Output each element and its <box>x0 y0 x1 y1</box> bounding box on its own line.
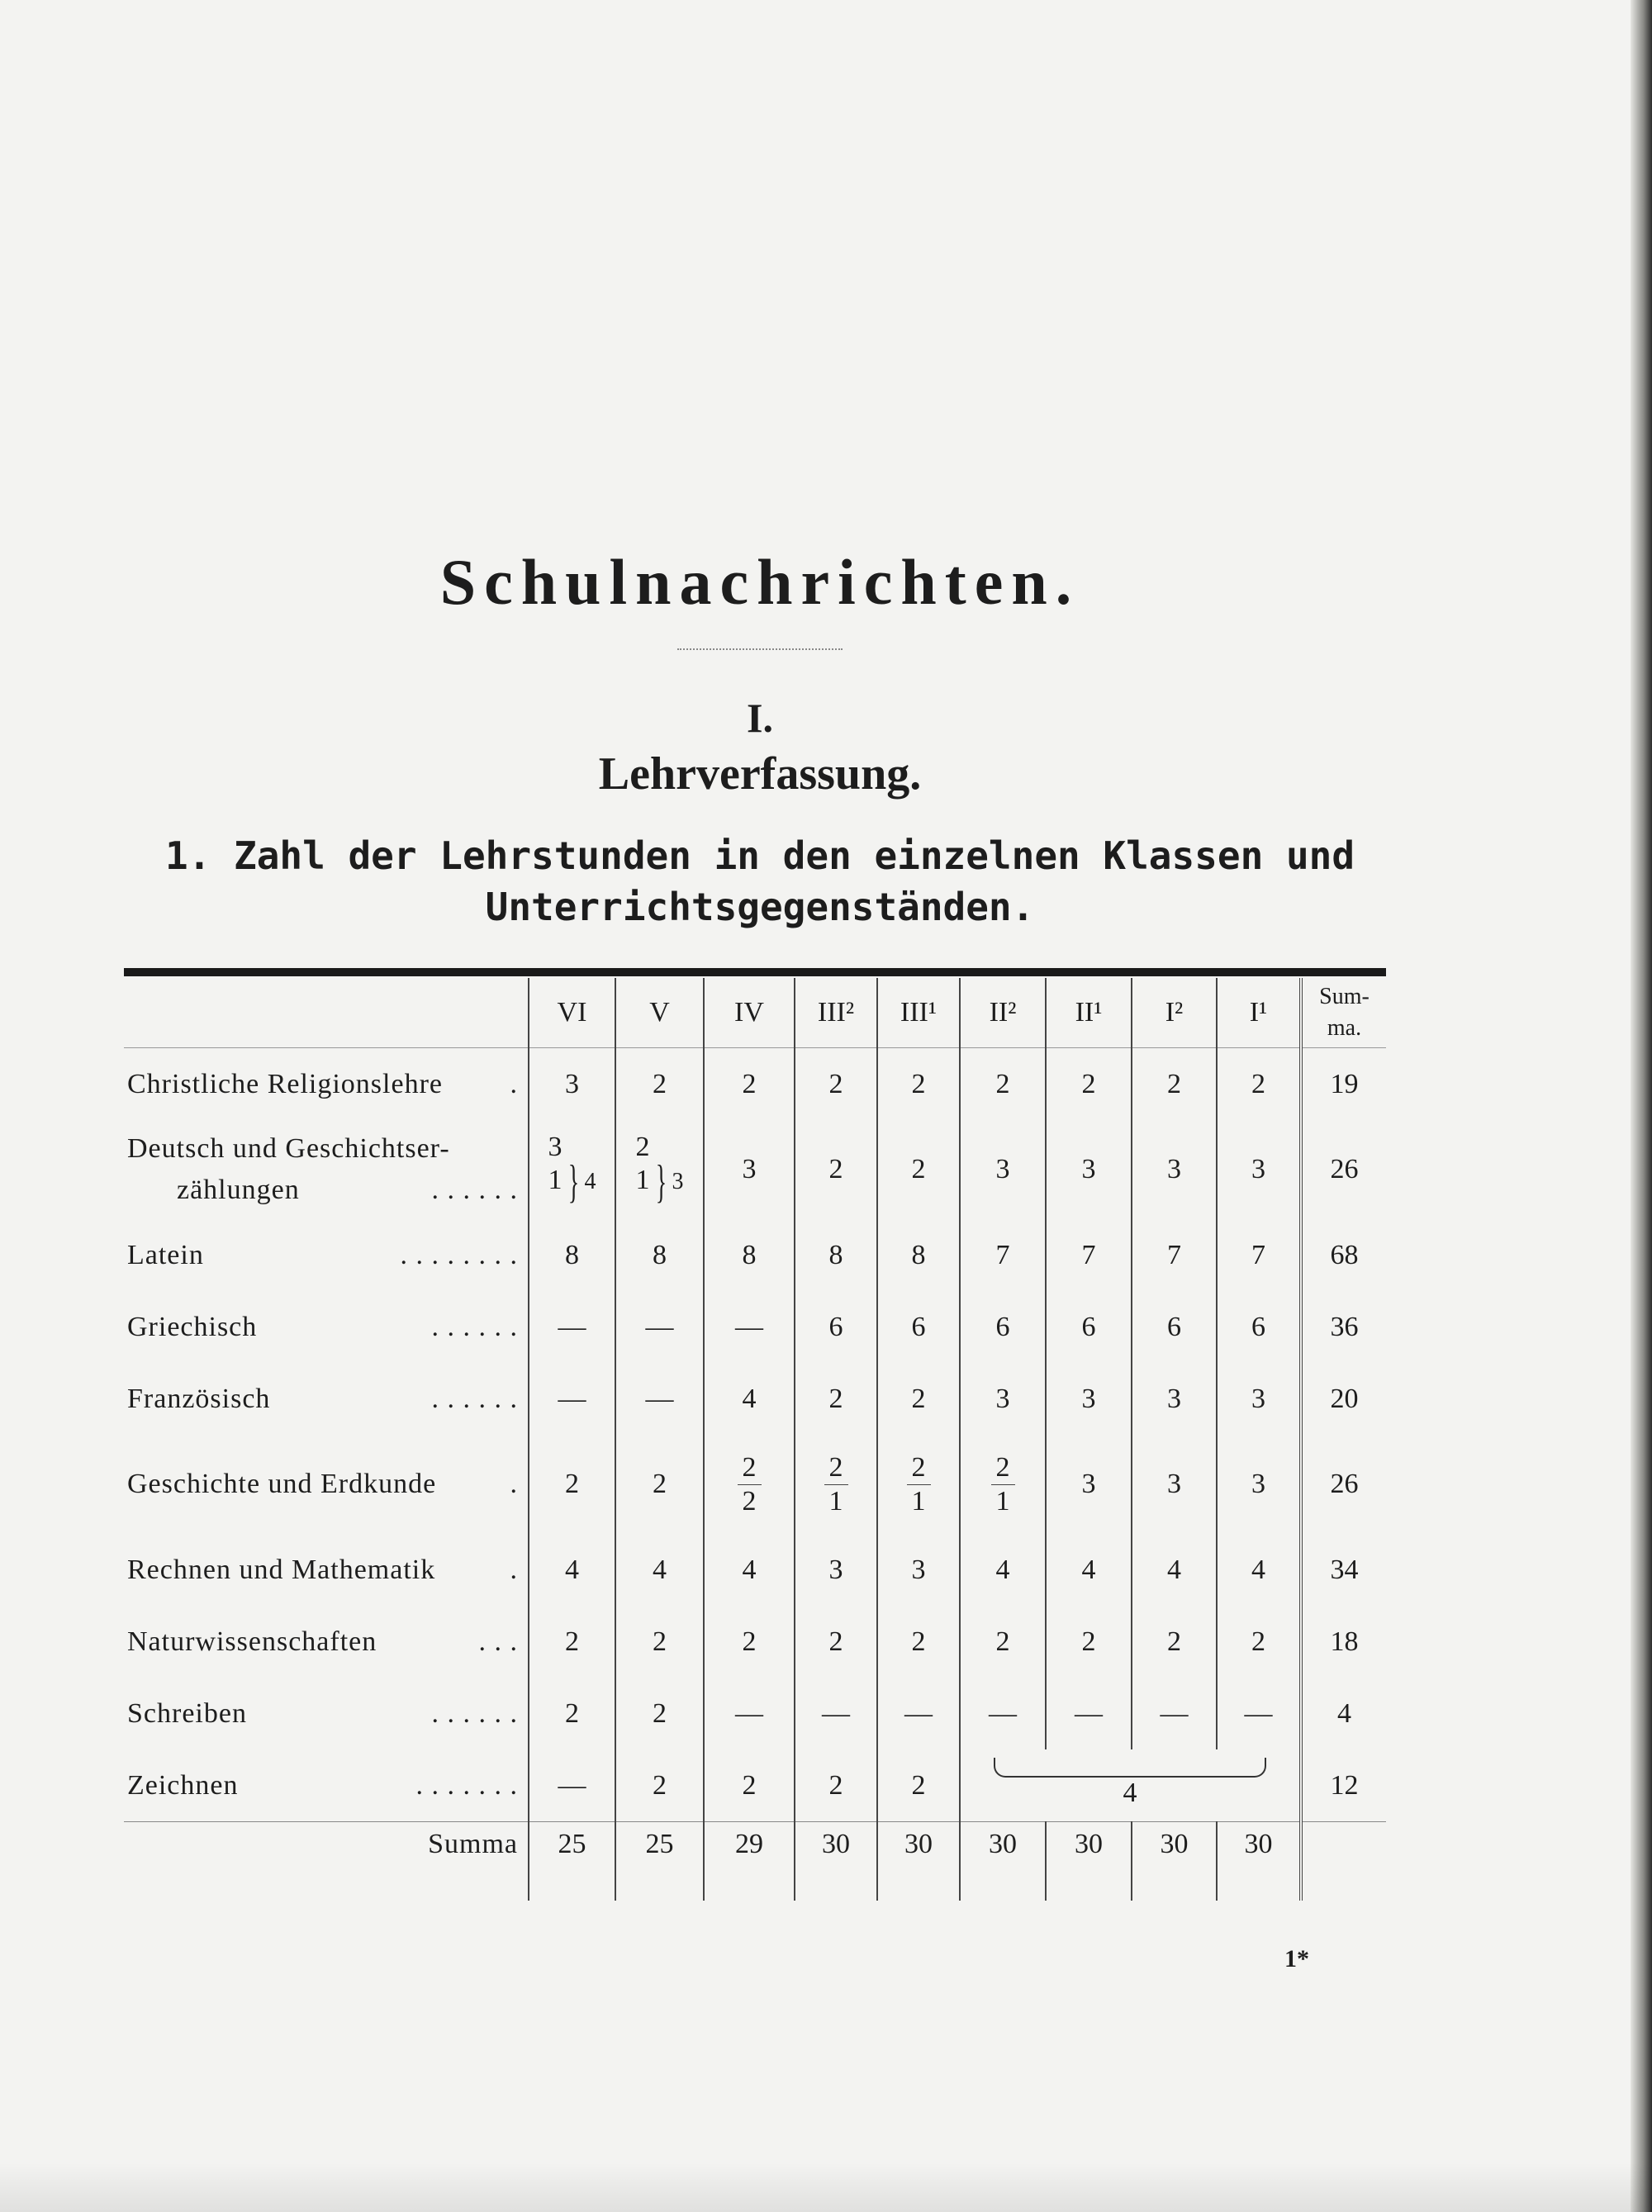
sum-cell: 26 <box>1301 1120 1386 1219</box>
summa-value: 30 <box>795 1822 877 1901</box>
dot-leader: . . . . . . <box>431 1311 518 1342</box>
summa-value: 25 <box>529 1822 615 1901</box>
merged-value-cell <box>960 1749 1301 1822</box>
subject-label-line2: zählungen <box>177 1175 300 1205</box>
value-cell: 2 <box>795 1606 877 1678</box>
dot-leader: . . . <box>478 1626 518 1657</box>
value-cell: 4 <box>1217 1534 1301 1606</box>
table-heading-line2: Unterrichtsgegenständen. <box>485 885 1035 929</box>
sum-cell: 26 <box>1301 1435 1386 1534</box>
split-value-cell <box>795 1435 877 1534</box>
value-cell: 3 <box>529 1048 615 1121</box>
split-value-cell <box>704 1435 795 1534</box>
value-cell: 3 <box>1132 1120 1217 1219</box>
table-row <box>124 1120 1386 1219</box>
value-cell: 2 <box>795 1120 877 1219</box>
merged-value: 4 <box>1123 1778 1137 1808</box>
summa-value: 29 <box>704 1822 795 1901</box>
value-cell: 6 <box>1046 1291 1132 1363</box>
split-value-cell <box>960 1435 1046 1534</box>
value-cell: 8 <box>529 1219 615 1291</box>
grouped-value-cell <box>615 1120 704 1219</box>
value-cell: — <box>529 1291 615 1363</box>
header-summa-line1: Sum- <box>1319 984 1370 1009</box>
header-class: IV <box>704 978 795 1048</box>
value-cell: 4 <box>1132 1534 1217 1606</box>
subject-label: Französisch <box>127 1383 271 1414</box>
value-cell: 8 <box>795 1219 877 1291</box>
value-cell: 6 <box>1217 1291 1301 1363</box>
value-cell: 7 <box>1132 1219 1217 1291</box>
header-class: I² <box>1132 978 1217 1048</box>
section-number: I. <box>747 695 773 741</box>
value-cell: 2 <box>704 1606 795 1678</box>
subject-cell <box>124 1606 529 1678</box>
value-cell: 2 <box>529 1678 615 1749</box>
value-cell: — <box>615 1363 704 1435</box>
page-number: 1* <box>1284 1945 1309 1972</box>
value-cell: 7 <box>960 1219 1046 1291</box>
sum-cell: 18 <box>1301 1606 1386 1678</box>
summa-value: 30 <box>1046 1822 1132 1901</box>
subject-cell <box>124 1120 529 1219</box>
subject-cell <box>124 1749 529 1822</box>
value-cell: 2 <box>795 1048 877 1121</box>
brace-icon: } <box>567 1156 579 1208</box>
value-cell: 3 <box>1132 1363 1217 1435</box>
value-cell: 2 <box>704 1749 795 1822</box>
subject-cell <box>124 1534 529 1606</box>
header-class: III¹ <box>877 978 960 1048</box>
value-cell: 6 <box>960 1291 1046 1363</box>
summa-value: 30 <box>1217 1822 1301 1901</box>
value-cell: 3 <box>1046 1120 1132 1219</box>
scan-bottom-edge <box>0 2162 1652 2212</box>
header-class: V <box>615 978 704 1048</box>
table-row <box>124 1606 1386 1678</box>
value-cell: — <box>529 1749 615 1822</box>
value-cell: 2 <box>615 1606 704 1678</box>
table-row <box>124 1435 1386 1534</box>
value-cell: 2 <box>877 1048 960 1121</box>
summa-value: 25 <box>615 1822 704 1901</box>
value-cell: 3 <box>704 1120 795 1219</box>
subject-label: Latein <box>127 1239 204 1270</box>
value-cell: 4 <box>1046 1534 1132 1606</box>
value-cell: 8 <box>877 1219 960 1291</box>
header-class: II¹ <box>1046 978 1132 1048</box>
value-cell: 3 <box>1046 1435 1132 1534</box>
summa-row <box>124 1822 1386 1901</box>
table-row <box>124 1219 1386 1291</box>
value-cell: 3 <box>1132 1435 1217 1534</box>
value-cell: 2 <box>529 1435 615 1534</box>
value-cell: 2 <box>877 1363 960 1435</box>
grouped-parts <box>548 1131 563 1197</box>
subject-label: Geschichte und Erdkunde <box>127 1469 437 1499</box>
dot-leader: . . . . . . <box>431 1697 518 1729</box>
value-cell: — <box>877 1678 960 1749</box>
split-values <box>991 1451 1015 1518</box>
part-value: 1 <box>548 1164 563 1195</box>
subject-label: Griechisch <box>127 1311 258 1342</box>
table-row <box>124 1048 1386 1121</box>
subject-cell <box>124 1435 529 1534</box>
value-cell: 2 <box>1046 1606 1132 1678</box>
value-cell: 2 <box>877 1749 960 1822</box>
split-values <box>824 1451 848 1518</box>
lesson-hours-table <box>124 978 1386 1901</box>
summa-value: 30 <box>960 1822 1046 1901</box>
value-cell: — <box>704 1291 795 1363</box>
value-cell: — <box>1217 1678 1301 1749</box>
dot-leader: . <box>510 1469 518 1499</box>
summa-value: 30 <box>1132 1822 1217 1901</box>
subject-label: Christliche Religionslehre <box>127 1068 443 1099</box>
value-cell: 4 <box>960 1534 1046 1606</box>
value-cell: 2 <box>1217 1606 1301 1678</box>
value-cell: 2 <box>615 1749 704 1822</box>
value-cell: 2 <box>529 1606 615 1678</box>
subject-cell <box>124 1048 529 1121</box>
value-cell: 2 <box>877 1606 960 1678</box>
table-row <box>124 1291 1386 1363</box>
grouped-value-cell <box>529 1120 615 1219</box>
value-cell: 2 <box>1217 1048 1301 1121</box>
table-header-row <box>124 978 1386 1048</box>
table-row <box>124 1534 1386 1606</box>
subject-cell <box>124 1363 529 1435</box>
subject-cell <box>124 1219 529 1291</box>
value-cell: — <box>1046 1678 1132 1749</box>
split-top-value: 2 <box>991 1451 1015 1485</box>
title-divider <box>677 648 843 650</box>
value-cell: 3 <box>960 1363 1046 1435</box>
value-cell: 3 <box>795 1534 877 1606</box>
value-cell: 2 <box>615 1048 704 1121</box>
header-class: II² <box>960 978 1046 1048</box>
table-row <box>124 1363 1386 1435</box>
value-cell: — <box>1132 1678 1217 1749</box>
split-bottom-value: 1 <box>911 1485 926 1517</box>
value-cell: 2 <box>1132 1048 1217 1121</box>
split-top-value: 2 <box>907 1451 931 1485</box>
value-cell: 8 <box>615 1219 704 1291</box>
value-cell: 4 <box>704 1534 795 1606</box>
subject-label: Schreiben <box>127 1697 247 1729</box>
part-value: 2 <box>635 1131 650 1162</box>
value-cell: 6 <box>795 1291 877 1363</box>
value-cell: 3 <box>1217 1435 1301 1534</box>
dot-leader: . . . . . . . <box>415 1769 518 1801</box>
split-top-value: 2 <box>824 1451 848 1485</box>
value-cell: 6 <box>1132 1291 1217 1363</box>
value-cell: 7 <box>1217 1219 1301 1291</box>
brace-icon <box>994 1758 1266 1778</box>
table-heading <box>124 830 1396 933</box>
section-title: Lehrverfassung. <box>598 748 922 800</box>
header-class: I¹ <box>1217 978 1301 1048</box>
subject-label-line1: Deutsch und Geschichtser- <box>127 1133 450 1164</box>
split-values <box>738 1451 762 1518</box>
split-bottom-value: 1 <box>995 1485 1010 1517</box>
scan-page-edge <box>1631 0 1652 2212</box>
subject-label-line2-wrap <box>127 1170 518 1211</box>
summa-label: Summa <box>124 1822 529 1901</box>
dot-leader: . <box>510 1068 518 1099</box>
value-cell: 3 <box>1217 1363 1301 1435</box>
value-cell: 3 <box>1046 1363 1132 1435</box>
value-cell: 2 <box>1046 1048 1132 1121</box>
value-cell: 3 <box>960 1120 1046 1219</box>
value-cell: 2 <box>615 1435 704 1534</box>
dot-leader: . . . . . . <box>431 1383 518 1414</box>
sum-cell: 12 <box>1301 1749 1386 1822</box>
split-top-value: 2 <box>738 1451 762 1485</box>
table-row <box>124 1678 1386 1749</box>
dot-leader: . <box>510 1554 518 1585</box>
subject-label: Zeichnen <box>127 1769 239 1801</box>
value-cell: 2 <box>877 1120 960 1219</box>
subject-label: Rechnen und Mathematik <box>127 1554 436 1585</box>
sum-cell: 4 <box>1301 1678 1386 1749</box>
brace-icon: } <box>655 1156 667 1208</box>
group-total: 4 <box>584 1168 596 1194</box>
header-class: VI <box>529 978 615 1048</box>
value-cell: — <box>960 1678 1046 1749</box>
table-row <box>124 1749 1386 1822</box>
value-cell: 2 <box>1132 1606 1217 1678</box>
split-bottom-value: 2 <box>742 1485 757 1517</box>
split-value-cell <box>877 1435 960 1534</box>
part-value: 1 <box>635 1164 650 1195</box>
value-cell: 2 <box>704 1048 795 1121</box>
value-cell: 2 <box>615 1678 704 1749</box>
value-cell: 3 <box>877 1534 960 1606</box>
value-cell: — <box>795 1678 877 1749</box>
summa-empty <box>1301 1822 1386 1901</box>
value-cell: 4 <box>704 1363 795 1435</box>
value-cell: — <box>615 1291 704 1363</box>
value-cell: 2 <box>960 1606 1046 1678</box>
sum-cell: 20 <box>1301 1363 1386 1435</box>
header-summa-line2: ma. <box>1327 1015 1362 1041</box>
page-title: Schulnachrichten. <box>439 546 1080 618</box>
value-cell: 2 <box>960 1048 1046 1121</box>
sum-cell: 34 <box>1301 1534 1386 1606</box>
value-cell: — <box>704 1678 795 1749</box>
split-bottom-value: 1 <box>828 1485 843 1517</box>
subject-cell <box>124 1291 529 1363</box>
part-value: 3 <box>548 1131 563 1162</box>
value-cell: 6 <box>877 1291 960 1363</box>
grouped-parts <box>636 1131 650 1197</box>
group-total: 3 <box>672 1168 684 1194</box>
subject-label: Naturwissenschaften <box>127 1626 377 1657</box>
header-blank <box>124 978 529 1048</box>
header-summa <box>1301 978 1386 1048</box>
value-cell: 2 <box>795 1363 877 1435</box>
subject-cell <box>124 1678 529 1749</box>
sum-cell: 36 <box>1301 1291 1386 1363</box>
value-cell: 4 <box>615 1534 704 1606</box>
header-class: III² <box>795 978 877 1048</box>
value-cell: — <box>529 1363 615 1435</box>
value-cell: 2 <box>795 1749 877 1822</box>
value-cell: 3 <box>1217 1120 1301 1219</box>
split-values <box>907 1451 931 1518</box>
value-cell: 8 <box>704 1219 795 1291</box>
table-heading-line1: 1. Zahl der Lehrstunden in den einzelnen Klassen und <box>164 833 1355 878</box>
value-cell: 7 <box>1046 1219 1132 1291</box>
sum-cell: 68 <box>1301 1219 1386 1291</box>
value-cell: 4 <box>529 1534 615 1606</box>
dot-leader: . . . . . . . . <box>400 1239 518 1270</box>
summa-value: 30 <box>877 1822 960 1901</box>
dot-leader: . . . . . . <box>431 1175 518 1205</box>
table-top-rule <box>124 968 1386 976</box>
sum-cell: 19 <box>1301 1048 1386 1121</box>
